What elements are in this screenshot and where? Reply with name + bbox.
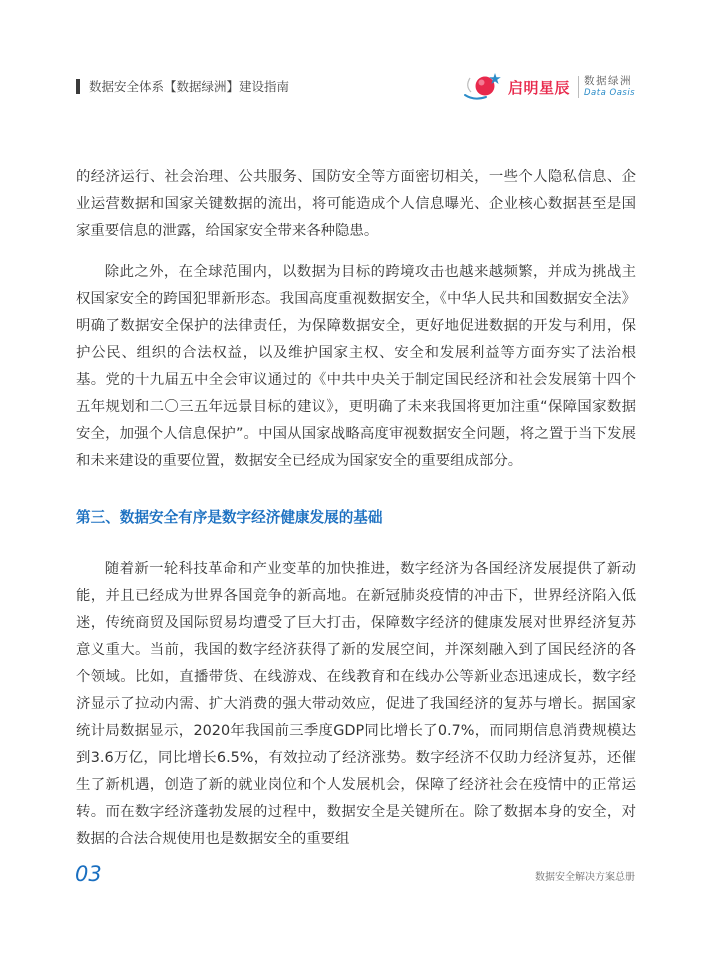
brand-name: 启明星辰 [508, 79, 571, 97]
body-paragraph: 的经济运行、社会治理、公共服务、国防安全等方面密切相关，一些个人隐私信息、企业运营数据和国家关键数据的流出，将可能造成个人信息曝光、企业核心数据甚至是国家重要信息的泄露，给国家安全带来各种隐患。 [76, 169, 636, 239]
partner-name-cn: 数据绿洲 [584, 75, 632, 87]
logo-divider [578, 76, 579, 98]
footer-doc-title: 数据安全解决方案总册 [535, 872, 635, 883]
header-title: 数据安全体系【数据绿洲】建设指南 [89, 79, 290, 94]
page-content [76, 164, 636, 853]
partner-name-en: Data Oasis [584, 88, 636, 98]
page-header [0, 0, 710, 120]
brand-logo [462, 70, 642, 104]
star-logo-icon [462, 70, 506, 104]
body-paragraph: 随着新一轮科技革命和产业变革的加快推进，数字经济为各国经济发展提供了新动能，并且已经成为世界各国竞争的新高地。在新冠肺炎疫情的冲击下，世界经济陷入低迷，传统商贸及国际贸易均遭受了巨大打击，保障数字经济的健康发展对世界经济复苏意义重大。当前，我国的数字经济获得了新的发展空间，并深刻融入到了国民经济的各个领域。比如，直播带货、在线游戏、在线教育和在线办公等新业态迅速成长，数字经济显示了拉动内需、扩大消费的强大带动效应，促进了我国经济的复苏与增长。据国家统计局数据显示，2020年我国前三季度GDP同比增长了0.7%，而同期信息消费规模达到3.6万亿，同比增长6.5%，有效拉动了经济涨势。数字经济不仅助力经济复苏，还催生了新机遇，创造了新的就业岗位和个人发展机会，保障了经济社会在疫情中的正常运转。而在数字经济蓬勃发展的过程中，数据安全是关键所在。除了数据本身的安全，对数据的合法合规使用也是数据安全的重要组 [76, 561, 636, 847]
section-heading: 第三、数据安全有序是数字经济健康发展的基础 [76, 509, 383, 526]
header-accent-bar [76, 79, 80, 94]
body-paragraph: 除此之外，在全球范围内，以数据为目标的跨境攻击也越来越频繁，并成为挑战主权国家安全的跨国犯罪新形态。我国高度重视数据安全，《中华人民共和国数据安全法》明确了数据安全保护的法律责任，为保障数据安全，更好地促进数据的开发与利用，保护公民、组织的合法权益，以及维护国家主权、安全和发展利益等方面夯实了法治根基。党的十九届五中全会审议通过的《中共中央关于制定国民经济和社会发展第十四个五年规划和二〇三五年远景目标的建议》，更明确了未来我国将更加注重“保障国家数据安全，加强个人信息保护”。中国从国家战略高度审视数据安全问题，将之置于当下发展和未来建设的重要位置，数据安全已经成为国家安全的重要组成部分。 [76, 264, 636, 469]
page-number: 03 [75, 862, 102, 886]
